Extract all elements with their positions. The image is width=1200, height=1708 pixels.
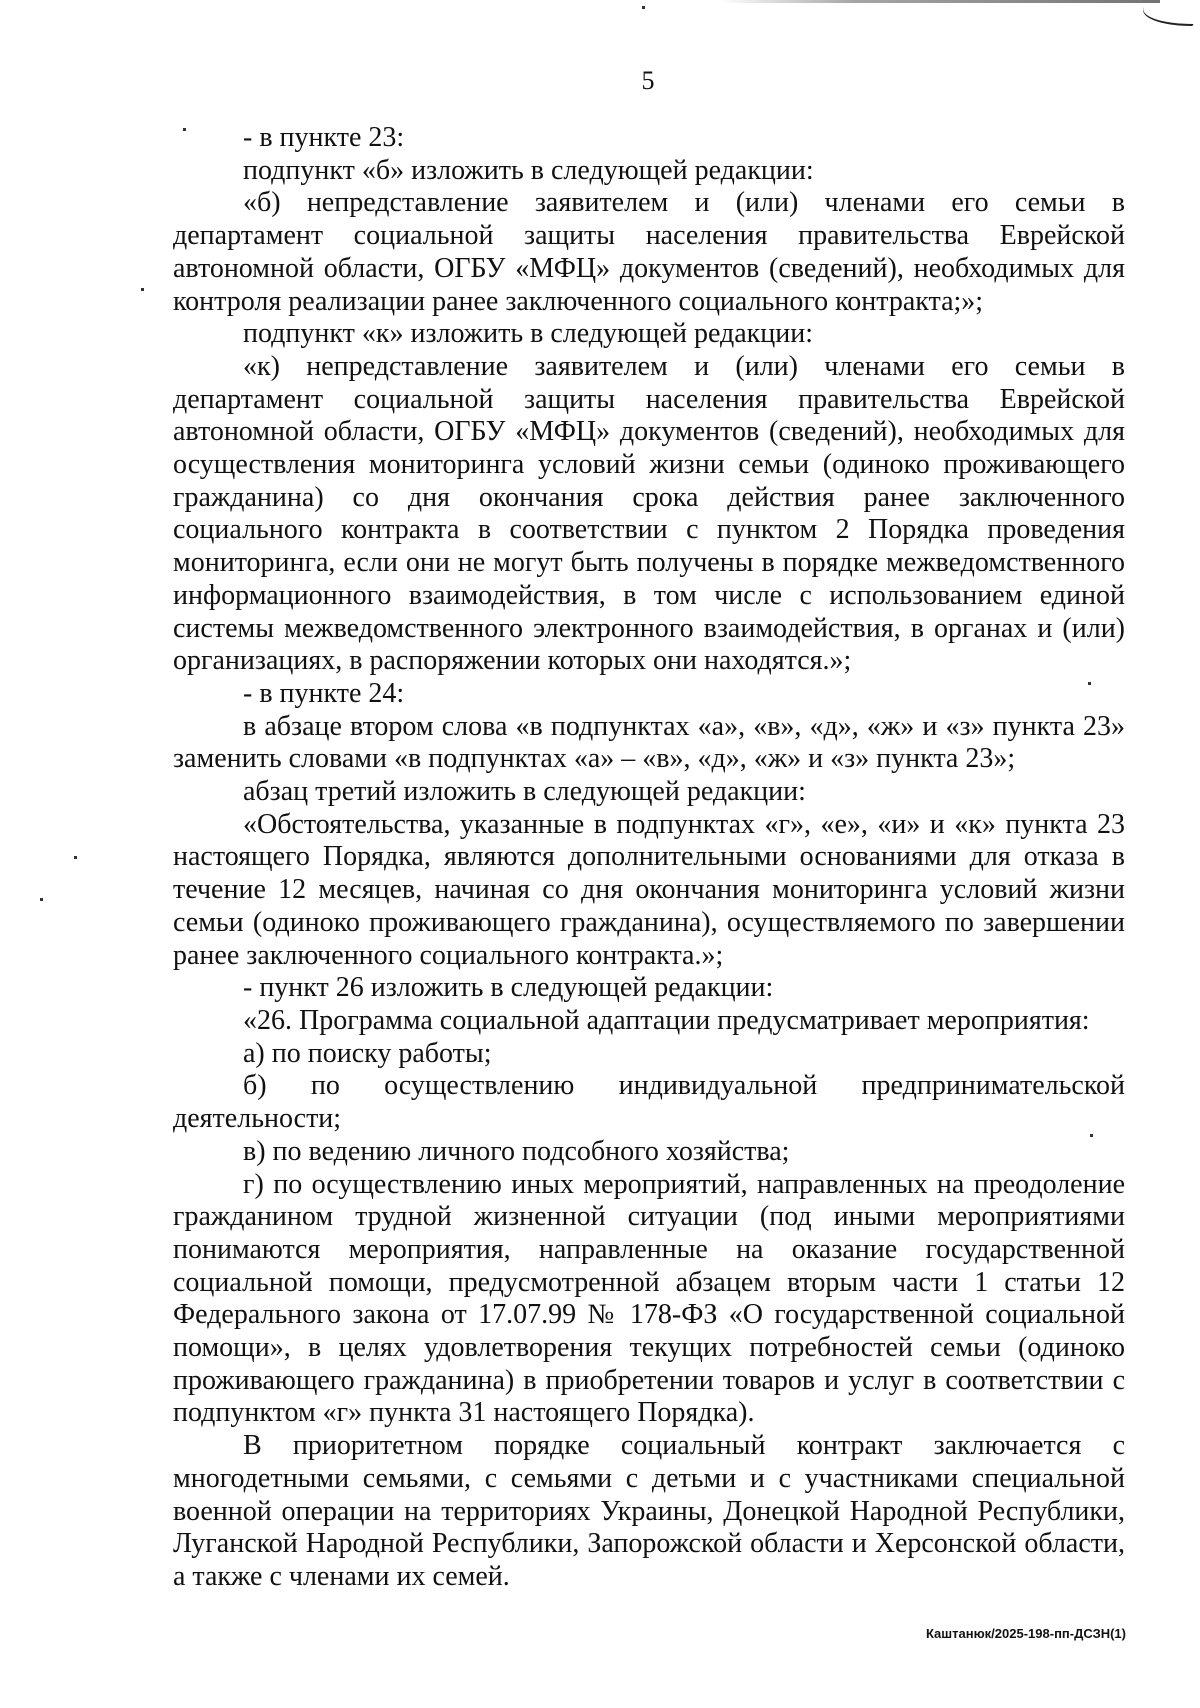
paragraph: в) по ведению личного подсобного хозяйства; — [243, 1135, 790, 1167]
paragraph: «Обстоятельства, указанные в подпунктах «г», «е», «и» и «к» пункта 23 настоящего Порядка, являются дополнительными основаниями для отказа в течение 12 месяцев, начиная со дня окончания мониторинга условий жизни семьи (одиноко проживающего гражданина), осуществляемого по завершении ранее заключенного социального контракта.»; — [173, 808, 1125, 971]
scan-dot — [40, 898, 43, 901]
document-body — [173, 122, 1125, 1594]
scan-top-edge — [720, 0, 1160, 3]
paragraph: - в пункте 24: — [243, 677, 405, 709]
document-footer-code: Каштанюк/2025-198-пп-ДСЗН(1) — [925, 1626, 1126, 1641]
scan-dot — [642, 6, 645, 9]
scan-corner-curl — [1132, 0, 1200, 26]
paragraph: подпункт «б» изложить в следующей редакции: — [243, 154, 814, 186]
scan-dot — [141, 288, 144, 291]
paragraph: «26. Программа социальной адаптации предусматривает мероприятия: — [243, 1004, 1090, 1036]
page-number: 5 — [641, 66, 655, 95]
paragraph: абзац третий изложить в следующей редакции: — [243, 776, 806, 808]
scan-dot — [74, 856, 77, 859]
paragraph: «б) непредставление заявителем и (или) членами его семьи в департамент социальной защиты населения правительства Еврейской автономной области, ОГБУ «МФЦ» документов (сведений), необходимых для контроля реализации ранее заключенного социального контракта;»; — [173, 187, 1125, 317]
paragraph: «к) непредставление заявителем и (или) членами его семьи в департамент социальной защиты населения правительства Еврейской автономной области, ОГБУ «МФЦ» документов (сведений), необходимых для осуществления мониторинга условий жизни семьи (одиноко проживающего гражданина) со дня окончания срока действия ранее заключенного социального контракта в соответствии с пунктом 2 Порядка проведения мониторинга, если они не могут быть получены в порядке межведомственного информационного взаимодействия, в том числе с использованием единой системы межведомственного электронного взаимодействия, в органах и (или) организациях, в распоряжении которых они находятся.»; — [173, 350, 1125, 677]
paragraph: б) по осуществлению индивидуальной предпринимательской деятельности; — [173, 1070, 1125, 1135]
paragraph: в абзаце втором слова «в подпунктах «а», «в», «д», «ж» и «з» пункта 23» заменить словами «в подпунктах «а» – «в», «д», «ж» и «з» пункта 23»; — [173, 710, 1125, 775]
paragraph: - в пункте 23: — [243, 122, 405, 153]
paragraph: а) по поиску работы; — [243, 1037, 492, 1069]
paragraph: подпункт «к» изложить в следующей редакции: — [243, 318, 814, 350]
paragraph: - пункт 26 изложить в следующей редакции: — [243, 972, 774, 1004]
paragraph: г) по осуществлению иных мероприятий, направленных на преодоление гражданином трудной жизненной ситуации (под иными мероприятиями понимаются мероприятия, направленные на оказание государственной социальной помощи, предусмотренной абзацем вторым части 1 статьи 12 Федерального закона от 17.07.99 № 178-ФЗ «О государственной социальной помощи», в целях удовлетворения текущих потребностей семьи (одиноко проживающего гражданина) в приобретении товаров и услуг в соответствии с подпунктом «г» пункта 31 настоящего Порядка). — [173, 1168, 1125, 1429]
paragraph: В приоритетном порядке социальный контракт заключается с многодетными семьями, с семьями с детьми и с участниками специальной военной операции на территориях Украины, Донецкой Народной Республики, Луганской Народной Республики, Запорожской области и Херсонской области, а также с членами их семей. — [173, 1430, 1125, 1592]
